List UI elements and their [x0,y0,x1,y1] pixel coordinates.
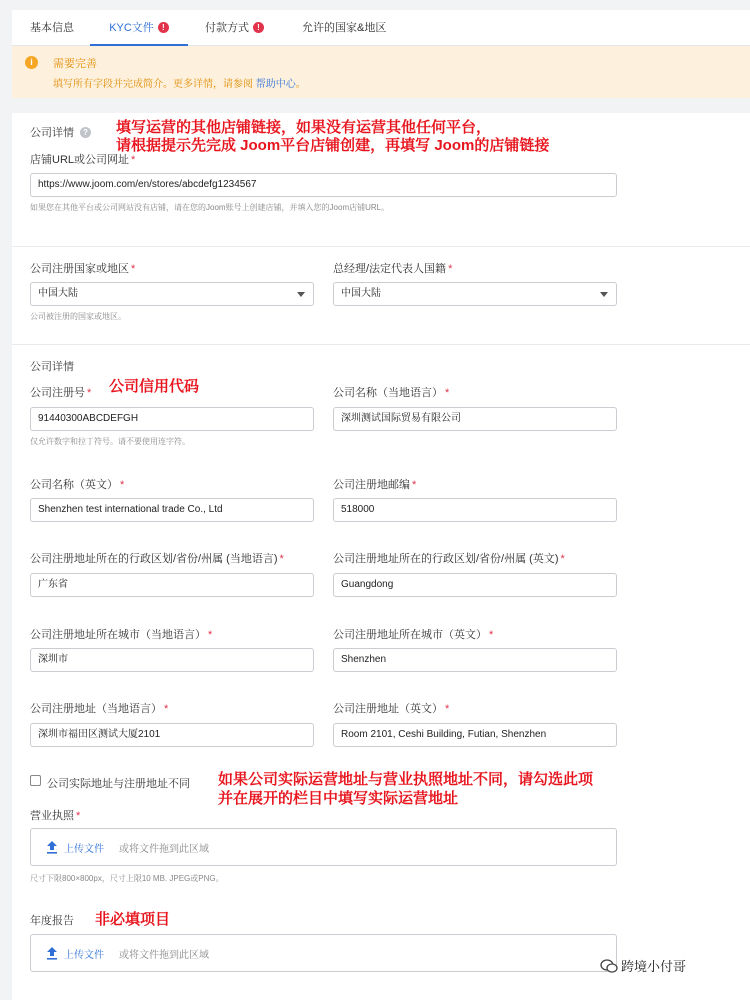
zip-input[interactable]: 518000 [333,498,617,522]
region-local-input[interactable]: 广东省 [30,573,314,597]
help-center-link[interactable]: 帮助中心 [255,79,296,90]
reg-no-label: 公司注册号 * [30,387,92,399]
annotation-store-line2: 请根据提示先完成 Joom平台店铺创建，再填写 Joom的店铺链接 [116,137,550,154]
info-icon: i [25,56,38,69]
notice-text: 填写所有字段并完成简介。更多详情，请参阅 帮助中心。 [53,79,306,90]
diff-addr-label[interactable]: 公司实际地址与注册地址不同 [47,778,190,790]
ceo-nationality-select[interactable]: 中国大陆 [333,282,617,306]
city-local-label: 公司注册地址所在城市（当地语言） * [30,629,213,641]
upload-button[interactable]: 上传文件 [64,950,104,961]
annotation-addr-line1: 如果公司实际运营地址与营业执照地址不同，请勾选此项 [218,771,594,788]
tab-allowed-countries[interactable]: 允许的国家&地区 [302,22,387,34]
annotation-optional: 非必填项目 [95,911,171,928]
upload-hint: 或将文件拖到此区域 [119,844,209,855]
section-title: 公司详情 ? [30,124,91,140]
country-section [12,246,750,344]
chevron-down-icon [600,292,608,297]
upload-button[interactable]: 上传文件 [64,844,104,855]
annotation-credit-code: 公司信用代码 [109,378,200,395]
section-title: 公司详情 [30,361,74,373]
store-url-label: 店铺URL或公司网址 * [30,154,136,166]
city-en-label: 公司注册地址所在城市（英文） * [333,629,494,641]
city-local-input[interactable]: 深圳市 [30,648,314,672]
name-en-input[interactable]: Shenzhen test international trade Co., Ltd [30,498,314,522]
annual-report-upload[interactable] [30,934,617,972]
annotation-addr-line2: 并在展开的栏目中填写实际运营地址 [218,790,459,807]
alert-icon: ! [158,22,169,33]
addr-en-label: 公司注册地址（英文） * [333,703,450,715]
tab-payment-methods[interactable]: 付款方式 ! [205,10,264,46]
license-upload[interactable] [30,828,617,866]
region-en-input[interactable]: Guangdong [333,573,617,597]
reg-country-label: 公司注册国家或地区 * [30,263,136,275]
alert-icon: ! [253,22,264,33]
license-help: 尺寸下限800×800px，尺寸上限10 MB. JPEG或PNG。 [30,874,224,883]
region-en-label: 公司注册地址所在的行政区划/省份/州属 (英文) * [333,553,565,565]
annual-report-label: 年度报告 [30,915,74,927]
zip-label: 公司注册地邮编 * [333,479,417,491]
watermark: 跨境小付哥 [600,956,686,975]
tab-kyc-files[interactable]: KYC文件 ! [90,10,188,46]
upload-icon [46,946,58,960]
addr-local-input[interactable]: 深圳市福田区测试大厦2101 [30,723,314,747]
upload-icon [46,840,58,854]
diff-address-checkbox[interactable] [30,775,41,786]
city-en-input[interactable]: Shenzhen [333,648,617,672]
reg-country-select[interactable]: 中国大陆 [30,282,314,306]
wechat-icon [600,959,618,973]
tab-basic-info[interactable]: 基本信息 [30,22,74,34]
chevron-down-icon [297,292,305,297]
help-icon[interactable]: ? [80,127,91,138]
upload-hint: 或将文件拖到此区域 [119,950,209,961]
name-en-label: 公司名称（英文） * [30,479,125,491]
region-local-label: 公司注册地址所在的行政区划/省份/州属 (当地语言) * [30,553,284,565]
ceo-nationality-label: 总经理/法定代表人国籍 * [333,263,453,275]
tab-bar [12,10,750,46]
notice-title: 需要完善 [53,58,97,70]
reg-no-help: 仅允许数字和拉丁符号。请不要使用连字符。 [30,437,190,446]
store-url-help: 如果您在其他平台或公司网站没有店铺，请在您的Joom账号上创建店铺，并填入您的Joom店铺URL。 [30,203,390,212]
name-local-label: 公司名称（当地语言） * [333,387,450,399]
reg-country-help: 公司被注册的国家或地区。 [30,312,126,321]
annotation-store-line1: 填写运营的其他店铺链接，如果没有运营其他任何平台， [116,119,492,136]
details-section [12,344,750,1000]
addr-en-input[interactable]: Room 2101, Ceshi Building, Futian, Shenzhen [333,723,617,747]
name-local-input[interactable]: 深圳测试国际贸易有限公司 [333,407,617,431]
addr-local-label: 公司注册地址（当地语言） * [30,703,169,715]
store-url-input[interactable]: https://www.joom.com/en/stores/abcdefg1234567 [30,173,617,197]
reg-no-input[interactable]: 91440300ABCDEFGH [30,407,314,431]
license-label: 营业执照 * [30,810,81,822]
notice-banner [12,46,750,98]
